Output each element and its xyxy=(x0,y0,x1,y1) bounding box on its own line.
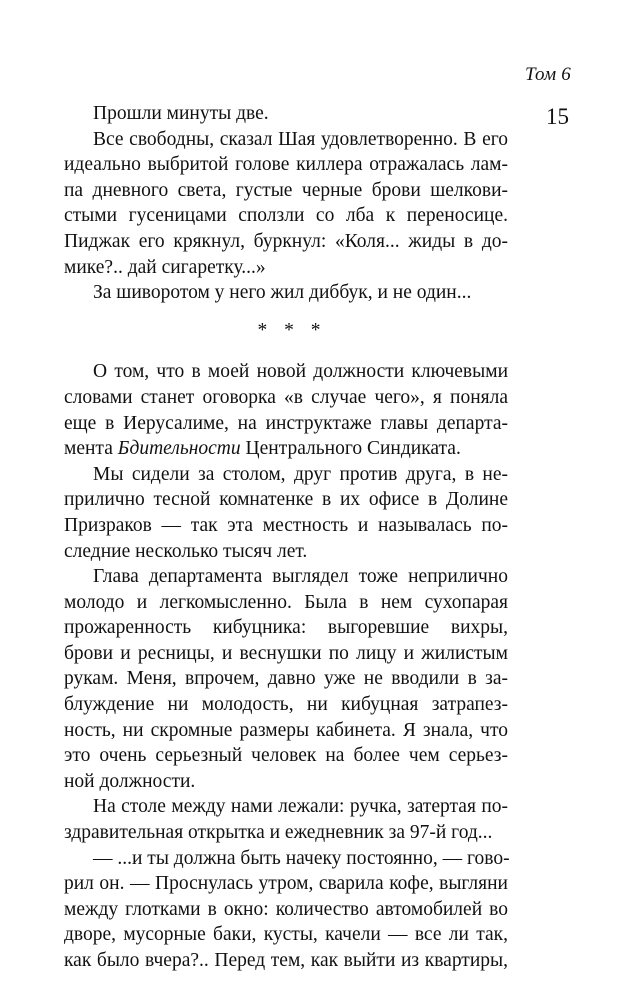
paragraph xyxy=(64,127,508,281)
text-line: прилично тесной комнатенке в их офисе в Долине xyxy=(64,489,508,511)
text-line: На столе между нами лежали: ручка, затертая по- xyxy=(93,796,508,818)
text-line: идеально выбритой голове киллера отражалась лам- xyxy=(64,154,508,176)
text-line: мике?.. дай сигаретку...» xyxy=(64,256,266,278)
text-line: ной должности. xyxy=(64,770,196,792)
text-line: брови и ресницы, и веснушки по лицу и жилистым xyxy=(64,642,508,664)
text-line: — ...и ты должна быть начеку постоянно, — гово- xyxy=(93,847,510,869)
text-line: ность, ни скромные размеры кабинета. Я знала, что xyxy=(64,719,508,741)
text-line: еще в Иерусалиме, на инструктаже главы департа- xyxy=(64,412,508,434)
text-line: па дневного света, густые черные брови шелкови- xyxy=(64,179,508,201)
text-line: как было вчера?.. Перед тем, как выйти из квартиры, xyxy=(64,950,508,971)
text-line: здравительная открытка и ежедневник за 97-й год... xyxy=(64,822,493,844)
text-fragment: мента xyxy=(64,438,118,460)
text-line: это очень серьезный человек на более чем серьез- xyxy=(64,745,508,767)
text-line: Все свободны, сказал Шая удовлетворенно. В его xyxy=(93,128,508,150)
text-line: Прошли минуты две. xyxy=(93,103,269,124)
paragraph xyxy=(64,564,508,794)
section-separator: * * * xyxy=(257,319,327,341)
running-head: Том 6 xyxy=(524,64,571,85)
paragraph xyxy=(64,359,508,461)
paragraph xyxy=(64,794,508,845)
text-line: О том, что в моей новой должности ключевыми xyxy=(93,361,508,383)
paragraph xyxy=(64,846,508,974)
text-line: Пиджак его крякнул, буркнул: «Коля... жиды в до- xyxy=(64,230,508,252)
text-line: Глава департамента выглядел тоже неприлично xyxy=(93,566,508,588)
text-line: рукам. Меня, впрочем, давно уже не вводили в за- xyxy=(64,668,508,690)
text-line: рил он. — Проснулась утром, сварила кофе, выгляни xyxy=(64,873,508,895)
text-line: словами станет оговорка «в случае чего», я поняла xyxy=(64,386,508,408)
paragraph xyxy=(64,462,508,564)
text-line: Призраков — так эта местность и называлась по- xyxy=(64,514,508,536)
paragraph xyxy=(64,101,508,127)
text-fragment: Центрального Синдиката. xyxy=(240,438,461,460)
text-line: между глотками в окно: количество автомобилей во xyxy=(64,898,508,920)
text-line: дворе, мусорные баки, кусты, качели — все ли так, xyxy=(64,924,508,946)
text-line: блуждение ни молодость, ни кибуцная затрапез- xyxy=(64,694,508,716)
text-line: стыми гусеницами сползли со лба к переносице. xyxy=(64,205,508,227)
page-text xyxy=(64,101,508,974)
text-line: молодо и легкомысленно. Была в нем сухопарая xyxy=(64,591,508,613)
page-number: 15 xyxy=(546,104,569,129)
text-line: прожаренность кибуцника: выгоревшие вихры, xyxy=(64,617,508,639)
paragraph xyxy=(64,280,508,306)
text-line: Мы сидели за столом, друг против друга, в не- xyxy=(93,463,508,485)
italic-term: Бдительности xyxy=(117,438,241,460)
text-line: За шиворотом у него жил диббук, и не один... xyxy=(93,282,472,304)
text-line: следние несколько тысяч лет. xyxy=(64,540,308,562)
text-line xyxy=(64,436,508,462)
